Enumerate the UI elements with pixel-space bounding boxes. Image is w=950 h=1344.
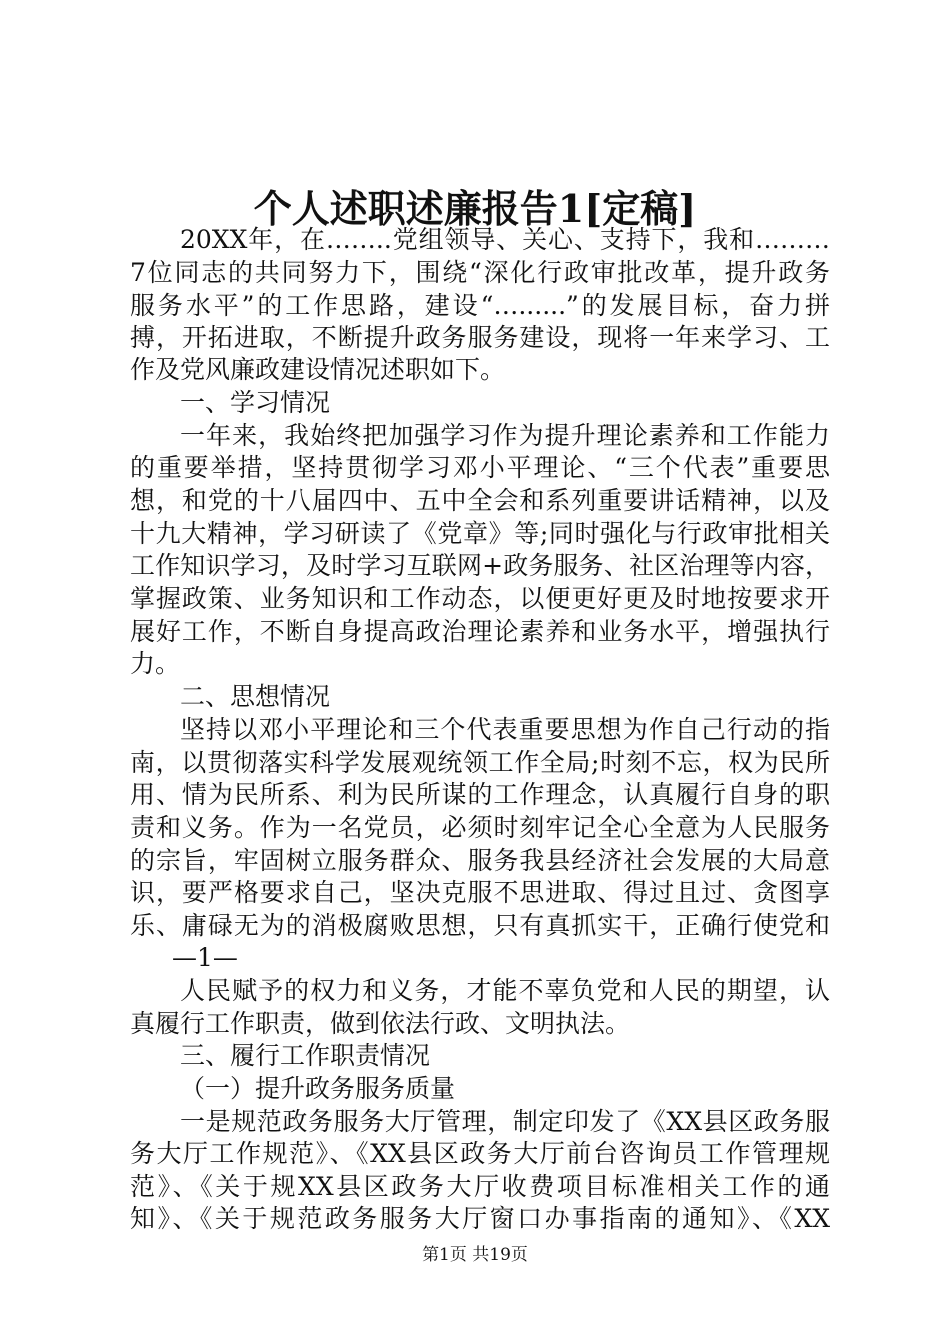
- body-text-line: 用、情为民所系、利为民所谋的工作理念，认真履行自身的职: [130, 780, 830, 809]
- document-title: 个人述职述廉报告1[定稿]: [253, 186, 697, 231]
- body-text-line: 想，和党的十八届四中、五中全会和系列重要讲话精神，以及: [130, 486, 830, 515]
- body-text-line: 工作知识学习，及时学习互联网+政务服务、社区治理等内容，: [130, 551, 830, 580]
- body-text-line: 二、思想情况: [180, 682, 331, 711]
- body-text-line: 的宗旨，牢固树立服务群众、服务我县经济社会发展的大局意: [130, 846, 830, 875]
- body-text-line: 一、学习情况: [180, 388, 331, 417]
- body-text-line: 20XX年，在……..党组领导、关心、支持下，我和………: [180, 225, 830, 254]
- body-text-line: 一年来，我始终把加强学习作为提升理论素养和工作能力: [180, 421, 830, 450]
- body-text-line: 坚持以邓小平理论和三个代表重要思想为作自己行动的指: [180, 715, 830, 744]
- body-text-line: 搏，开拓进取，不断提升政务服务建设，现将一年来学习、工: [130, 323, 830, 352]
- body-text-line: 三、履行工作职责情况: [180, 1041, 431, 1070]
- body-text-line: 责和义务。作为一名党员，必须时刻牢记全心全意为人民服务: [130, 813, 830, 842]
- body-text-line: 知》、《关于规范政务服务大厅窗口办事指南的通知》、《XX: [130, 1204, 830, 1233]
- body-text-line: 一是规范政务服务大厅管理，制定印发了《XX县区政务服: [180, 1107, 830, 1136]
- body-text-line: 的重要举措，坚持贯彻学习邓小平理论、“三个代表”重要思: [130, 453, 830, 482]
- body-text-line: 展好工作，不断自身提高政治理论素养和业务水平，增强执行: [130, 617, 830, 646]
- body-text-line: 掌握政策、业务知识和工作动态，以便更好更及时地按要求开: [130, 584, 830, 613]
- page-footer: 第1页 共19页: [422, 1245, 528, 1265]
- body-text-line: （一）提升政务服务质量: [180, 1074, 456, 1103]
- body-text-line: 乐、庸碌无为的消极腐败思想，只有真抓实干，正确行使党和: [130, 911, 830, 940]
- body-text-line: 力。: [130, 649, 181, 678]
- body-text-line: 南，以贯彻落实科学发展观统领工作全局;时刻不忘，权为民所: [130, 748, 830, 777]
- body-text-line: 识，要严格要求自己，坚决克服不思进取、得过且过、贪图享: [130, 878, 830, 907]
- body-text-line: 服务水平”的工作思路，建设“…......”的发展目标，奋力拼: [130, 291, 830, 320]
- body-text-line: 务大厅工作规范》、《XX县区政务大厅前台咨询员工作管理规: [130, 1139, 830, 1168]
- body-text-line: 7位同志的共同努力下，围绕“深化行政审批改革，提升政务: [130, 258, 830, 287]
- body-text-line: 人民赋予的权力和义务，才能不辜负党和人民的期望，认: [180, 976, 830, 1005]
- body-text-line: 十九大精神，学习研读了《党章》等;同时强化与行政审批相关: [130, 519, 830, 548]
- body-text-line: 真履行工作职责，做到依法行政、文明执法。: [130, 1009, 631, 1038]
- body-text-line: 范》、《关于规XX县区政务大厅收费项目标准相关工作的通: [130, 1172, 830, 1201]
- page-number-marker: —1—: [172, 943, 238, 972]
- body-text-line: 作及党风廉政建设情况述职如下。: [130, 355, 506, 384]
